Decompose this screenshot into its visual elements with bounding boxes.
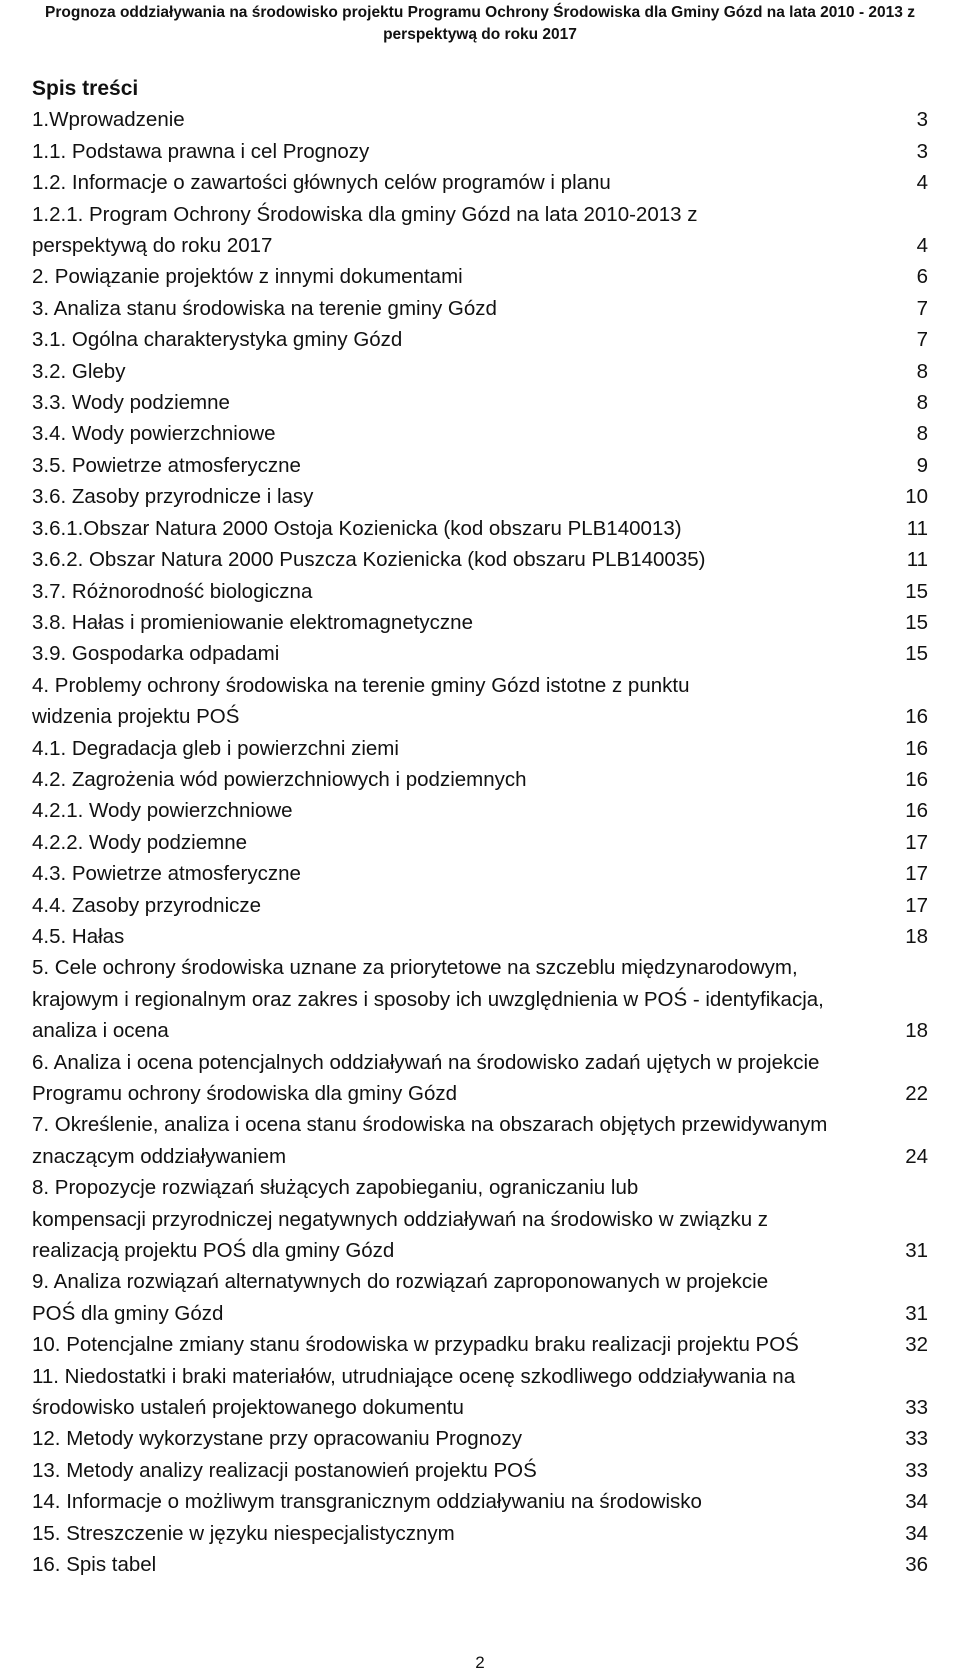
toc-entry-page: 36: [905, 1553, 928, 1577]
running-header: [0, 2, 960, 46]
toc-entry-page: 10: [905, 485, 928, 509]
toc-entry-text: 4.2.1. Wody powierzchniowe: [32, 799, 293, 823]
toc-entry-page: 6: [916, 265, 928, 289]
toc-entry-text: 5. Cele ochrony środowiska uznane za priorytetowe na szczeblu międzynarodowym,: [32, 956, 798, 980]
toc-entry-text: perspektywą do roku 2017: [32, 234, 273, 258]
toc-entry-text: 3.1. Ogólna charakterystyka gminy Gózd: [32, 328, 403, 352]
toc-entry-text: 3.6.2. Obszar Natura 2000 Puszcza Kozienicka (kod obszaru PLB140035): [32, 548, 706, 572]
toc-entry-page: 22: [905, 1082, 928, 1105]
toc-entry-page: 15: [905, 642, 928, 666]
toc-entry-page: 32: [905, 1333, 928, 1357]
toc-entry-text: 3.3. Wody podziemne: [32, 391, 230, 415]
toc-entry-page: 33: [905, 1458, 928, 1482]
toc-entry[interactable]: [32, 1266, 930, 1329]
toc-entry[interactable]: [32, 1109, 930, 1172]
toc-entry-page: 9: [916, 453, 928, 477]
toc-entry[interactable]: [32, 952, 930, 1046]
toc-entry-text: 10. Potencjalne zmiany stanu środowiska w przypadku braku realizacji projektu POŚ: [32, 1333, 799, 1357]
toc-entry-text: 9. Analiza rozwiązań alternatywnych do rozwiązań zaproponowanych w projekcie: [32, 1270, 769, 1294]
toc-entry-text: 7. Określenie, analiza i ocena stanu środowiska na obszarach objętych przewidywanym: [32, 1113, 828, 1137]
toc-entry[interactable]: [32, 356, 930, 387]
toc-entry-page: 16: [905, 705, 928, 729]
toc-entry-text: 4.1. Degradacja gleb i powierzchni ziemi: [32, 736, 399, 760]
toc-entry-page: 15: [905, 579, 928, 603]
toc-entry-page: 8: [916, 422, 928, 446]
toc-entry-page: 11: [906, 548, 928, 572]
toc-entry[interactable]: [32, 1518, 930, 1549]
toc-entry-text: 1.2.1. Program Ochrony Środowiska dla gminy Gózd na lata 2010-2013 z: [32, 202, 698, 226]
toc-entry[interactable]: [32, 921, 930, 952]
header-line-2: perspektywą do roku 2017: [383, 26, 577, 43]
toc-entry-page: 8: [916, 359, 928, 383]
toc-entry-text: 4.3. Powietrze atmosferyczne: [32, 862, 301, 886]
toc-entry[interactable]: [32, 607, 930, 638]
toc-entry[interactable]: [32, 1455, 930, 1486]
toc-entry-text: znaczącym oddziaływaniem: [32, 1144, 287, 1168]
toc-entry-text: 3.9. Gospodarka odpadami: [32, 642, 280, 666]
toc-entry-text: 3.6. Zasoby przyrodnicze i lasy: [32, 485, 314, 509]
toc-entry[interactable]: [32, 1423, 930, 1454]
toc-entry-page: 16: [905, 799, 928, 823]
toc-entry-text: 1.2. Informacje o zawartości głównych celów programów i planu: [32, 171, 611, 195]
toc-entry-text: 6. Analiza i ocena potencjalnych oddziaływań na środowisko zadań ujętych w projekcie: [32, 1050, 820, 1074]
toc-entry-page: 7: [916, 328, 928, 352]
toc-entry[interactable]: [32, 293, 930, 324]
toc-entry-text: 1.Wprowadzenie: [32, 108, 185, 132]
toc-entry-page: 31: [905, 1301, 928, 1325]
toc-entry[interactable]: [32, 795, 930, 826]
toc-entry[interactable]: [32, 136, 930, 167]
toc-entry-page: 34: [905, 1521, 928, 1545]
table-of-contents: [32, 73, 930, 1581]
toc-title: Spis treści: [32, 77, 139, 100]
toc-entry-page: 4: [916, 234, 928, 258]
toc-entry-text: 12. Metody wykorzystane przy opracowaniu Prognozy: [32, 1427, 522, 1451]
toc-entry-page: 7: [916, 296, 928, 320]
toc-entry-text: 4.5. Hałas: [32, 924, 125, 948]
toc-entry-text: 3.8. Hałas i promieniowanie elektromagnetyczne: [32, 610, 473, 634]
toc-entry[interactable]: [32, 513, 930, 544]
toc-entry-text: 1.1. Podstawa prawna i cel Prognozy: [32, 139, 370, 163]
toc-entry-text: 15. Streszczenie w języku niespecjalistycznym: [32, 1521, 455, 1545]
toc-entry[interactable]: [32, 167, 930, 198]
toc-entry-page: 34: [905, 1490, 928, 1514]
toc-entry-text: realizacją projektu POŚ dla gminy Gózd: [32, 1239, 395, 1263]
toc-entry-text: 4.2.2. Wody podziemne: [32, 830, 247, 854]
toc-entry-page: 3: [916, 139, 928, 163]
toc-entry-page: 16: [905, 767, 928, 791]
toc-entry-text: 11. Niedostatki i braki materiałów, utrudniające ocenę szkodliwego oddziaływania na: [32, 1364, 796, 1388]
toc-entry[interactable]: [32, 1047, 930, 1110]
toc-entry-page: 16: [905, 736, 928, 760]
toc-entry-text: 16. Spis tabel: [32, 1553, 157, 1577]
toc-entry-page: 15: [905, 610, 928, 634]
toc-entry-text: 3. Analiza stanu środowiska na terenie gminy Gózd: [32, 296, 497, 320]
toc-entry-text: 3.7. Różnorodność biologiczna: [32, 579, 313, 603]
page-number: 2: [475, 1653, 485, 1672]
toc-entry[interactable]: [32, 481, 930, 512]
toc-entry-page: 18: [905, 924, 928, 948]
toc-entry-text: 2. Powiązanie projektów z innymi dokumentami: [32, 265, 463, 289]
toc-entry-text: widzenia projektu POŚ: [32, 705, 240, 729]
toc-entry[interactable]: [32, 104, 930, 135]
header-line-1: Prognoza oddziaływania na środowisko projektu Programu Ochrony Środowiska dla Gminy Gózd na lata 2010 - 2013 z: [45, 4, 915, 21]
toc-entry[interactable]: [32, 1486, 930, 1517]
toc-entry-page: 17: [905, 893, 928, 917]
toc-entry[interactable]: [32, 324, 930, 355]
toc-entry[interactable]: [32, 890, 930, 921]
toc-entry[interactable]: [32, 827, 930, 858]
toc-entry[interactable]: [32, 199, 930, 262]
toc-entry-text: 3.6.1.Obszar Natura 2000 Ostoja Kozienicka (kod obszaru PLB140013): [32, 516, 682, 540]
toc-entry-text: Programu ochrony środowiska dla gminy Gózd: [32, 1082, 457, 1105]
toc-entry[interactable]: [32, 733, 930, 764]
toc-entry[interactable]: [32, 450, 930, 481]
toc-entry[interactable]: [32, 1329, 930, 1360]
toc-entry-page: 33: [905, 1396, 928, 1420]
toc-entry-page: 24: [905, 1144, 928, 1168]
toc-entry-text: 4. Problemy ochrony środowiska na terenie gminy Gózd istotne z punktu: [32, 673, 690, 697]
toc-entry-text: POŚ dla gminy Gózd: [32, 1301, 224, 1325]
toc-entry-page: 17: [905, 830, 928, 854]
toc-entry-page: 4: [916, 171, 928, 195]
toc-entry-text: analiza i ocena: [32, 1019, 169, 1043]
toc-entry[interactable]: [32, 544, 930, 575]
toc-entry-text: krajowym i regionalnym oraz zakres i sposoby ich uwzględnienia w POŚ - identyfikacja,: [32, 987, 824, 1011]
toc-entry[interactable]: [32, 1361, 930, 1424]
toc-entry-text: 13. Metody analizy realizacji postanowień projektu POŚ: [32, 1458, 537, 1482]
toc-entry-text: 3.2. Gleby: [32, 359, 126, 383]
toc-entries: [32, 104, 930, 1580]
toc-entry-page: 33: [905, 1427, 928, 1451]
toc-entry[interactable]: [32, 418, 930, 449]
toc-entry-text: 4.4. Zasoby przyrodnicze: [32, 893, 262, 917]
toc-entry[interactable]: [32, 1549, 930, 1580]
toc-entry-page: 17: [905, 862, 928, 886]
toc-entry-text: kompensacji przyrodniczej negatywnych oddziaływań na środowisko w związku z: [32, 1207, 769, 1231]
toc-entry-text: 14. Informacje o możliwym transgranicznym oddziaływaniu na środowisko: [32, 1490, 702, 1514]
toc-entry-text: 3.5. Powietrze atmosferyczne: [32, 453, 301, 477]
toc-entry[interactable]: [32, 638, 930, 669]
toc-entry-page: 8: [916, 391, 928, 415]
toc-entry-text: 8. Propozycje rozwiązań służących zapobieganiu, ograniczaniu lub: [32, 1176, 639, 1200]
toc-entry-page: 18: [905, 1019, 928, 1043]
toc-entry-page: 11: [906, 516, 928, 540]
toc-entry-text: środowisko ustaleń projektowanego dokumentu: [32, 1396, 464, 1420]
toc-entry[interactable]: [32, 670, 930, 733]
toc-entry-page: 3: [916, 108, 928, 132]
toc-entry-text: 4.2. Zagrożenia wód powierzchniowych i podziemnych: [32, 767, 527, 791]
toc-entry[interactable]: [32, 387, 930, 418]
toc-entry-page: 31: [905, 1239, 928, 1263]
toc-entry-text: 3.4. Wody powierzchniowe: [32, 422, 276, 446]
toc-entry[interactable]: [32, 1172, 930, 1266]
toc-entry[interactable]: [32, 764, 930, 795]
toc-entry[interactable]: [32, 261, 930, 292]
toc-entry[interactable]: [32, 858, 930, 889]
toc-entry[interactable]: [32, 576, 930, 607]
